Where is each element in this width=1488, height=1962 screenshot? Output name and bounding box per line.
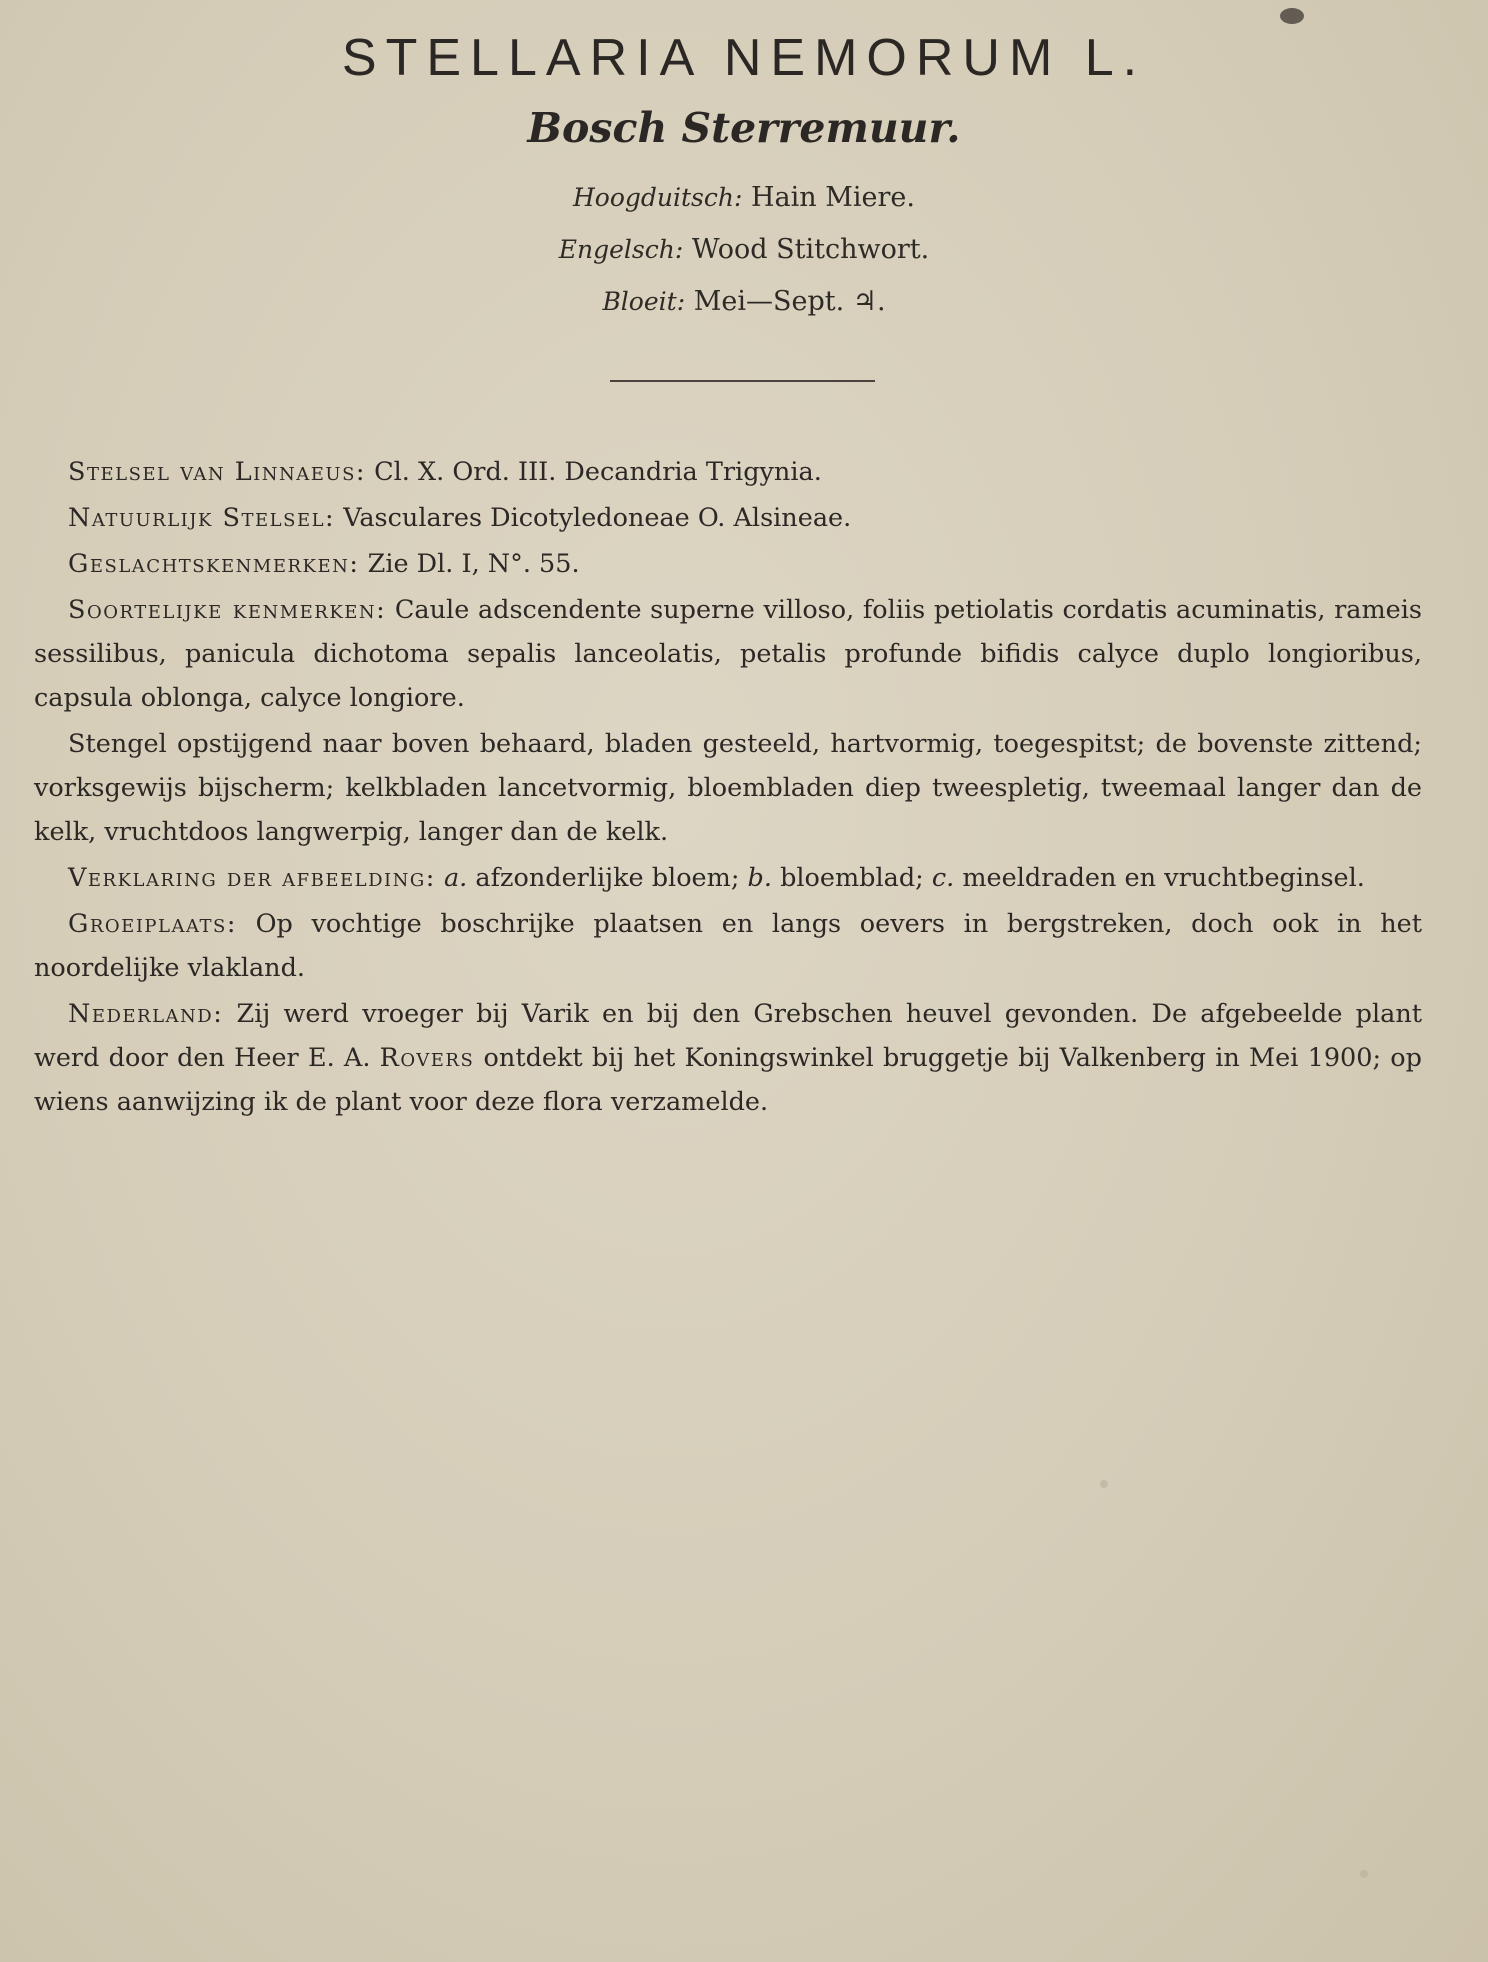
figure-key-a-text: afzonderlijke bloem; (475, 863, 740, 893)
section-text: ontdekt bij het Koningswinkel bruggetje bij Valkenberg in Mei 1900; op wiens aanwijzing ik de plant voor deze flora verzamelde. (34, 1043, 1422, 1117)
section-verklaring (34, 856, 1422, 900)
name-value: Wood Stitchwort. (691, 234, 930, 265)
section-linnaeus (34, 450, 1422, 494)
section-groeiplaats (34, 902, 1422, 990)
section-label: Verklaring der afbeelding: (68, 863, 436, 893)
figure-key-c-text: meeldraden en vruchtbeginsel. (962, 863, 1365, 893)
name-german (0, 182, 1488, 213)
section-text: Stengel opstijgend naar boven behaard, bladen gesteeld, hartvormig, toegespitst; de bovenste zittend; vorksgewijs bijscherm; kelkbladen lancetvormig, bloembladen diep tweespletig, tweemaal langer dan de kelk, vruchtdoos langwerpig, langer dan de kelk. (34, 729, 1422, 847)
section-stengel (34, 722, 1422, 854)
section-text: Zij werd vroeger bij Varik en bij den Grebschen heuvel gevonden. De afgebeelde plant werd door den Heer E. A. (34, 999, 1422, 1073)
section-text: Vasculares Dicotyledoneae O. Alsineae. (343, 503, 852, 533)
name-label: Bloeit: (602, 287, 686, 316)
figure-key-c: c. (931, 863, 955, 893)
name-label: Hoogduitsch: (573, 183, 743, 212)
paper-speck (1100, 1480, 1108, 1488)
section-text: Op vochtige boschrijke plaatsen en langs oevers in bergstreken, doch ook in het noordelijke vlakland. (34, 909, 1423, 983)
person-name: Rovers (379, 1043, 475, 1073)
description-body (34, 450, 1422, 1126)
section-soort (34, 588, 1422, 720)
section-text: Caule adscendente superne villoso, foliis petiolatis cordatis acuminatis, rameis sessilibus, panicula dichotoma sepalis lanceolatis, petalis profunde bifidis calyce duplo longioribus, capsula oblonga, calyce longiore. (34, 595, 1422, 713)
section-label: Soortelijke kenmerken: (68, 595, 387, 625)
figure-key-b-text: bloemblad; (780, 863, 924, 893)
section-geslacht (34, 542, 1422, 586)
page-subtitle: Bosch Sterremuur. (527, 104, 961, 152)
section-label: Groeiplaats: (68, 909, 237, 939)
flowering-period (0, 286, 1488, 317)
figure-key-b: b. (747, 863, 772, 893)
paper-speck (1360, 1870, 1368, 1878)
ink-smudge (1280, 8, 1304, 24)
section-label: Stelsel van Linnaeus: (68, 457, 367, 487)
section-label: Natuurlijk Stelsel: (68, 503, 336, 533)
name-english (0, 234, 1488, 265)
section-label: Geslachtskenmerken: (68, 549, 360, 579)
page-title: STELLARIA NEMORUM L. (341, 29, 1147, 87)
section-nederland (34, 992, 1422, 1124)
name-label: Engelsch: (558, 235, 684, 264)
name-value: Hain Miere. (751, 182, 915, 213)
section-label: Nederland: (68, 999, 224, 1029)
section-text: Zie Dl. I, N°. 55. (367, 549, 580, 579)
divider (610, 380, 875, 382)
figure-key-a: a. (443, 863, 468, 893)
section-text: Cl. X. Ord. III. Decandria Trigynia. (374, 457, 822, 487)
section-natuurlijk (34, 496, 1422, 540)
name-value: Mei—Sept. ♃. (693, 286, 886, 317)
